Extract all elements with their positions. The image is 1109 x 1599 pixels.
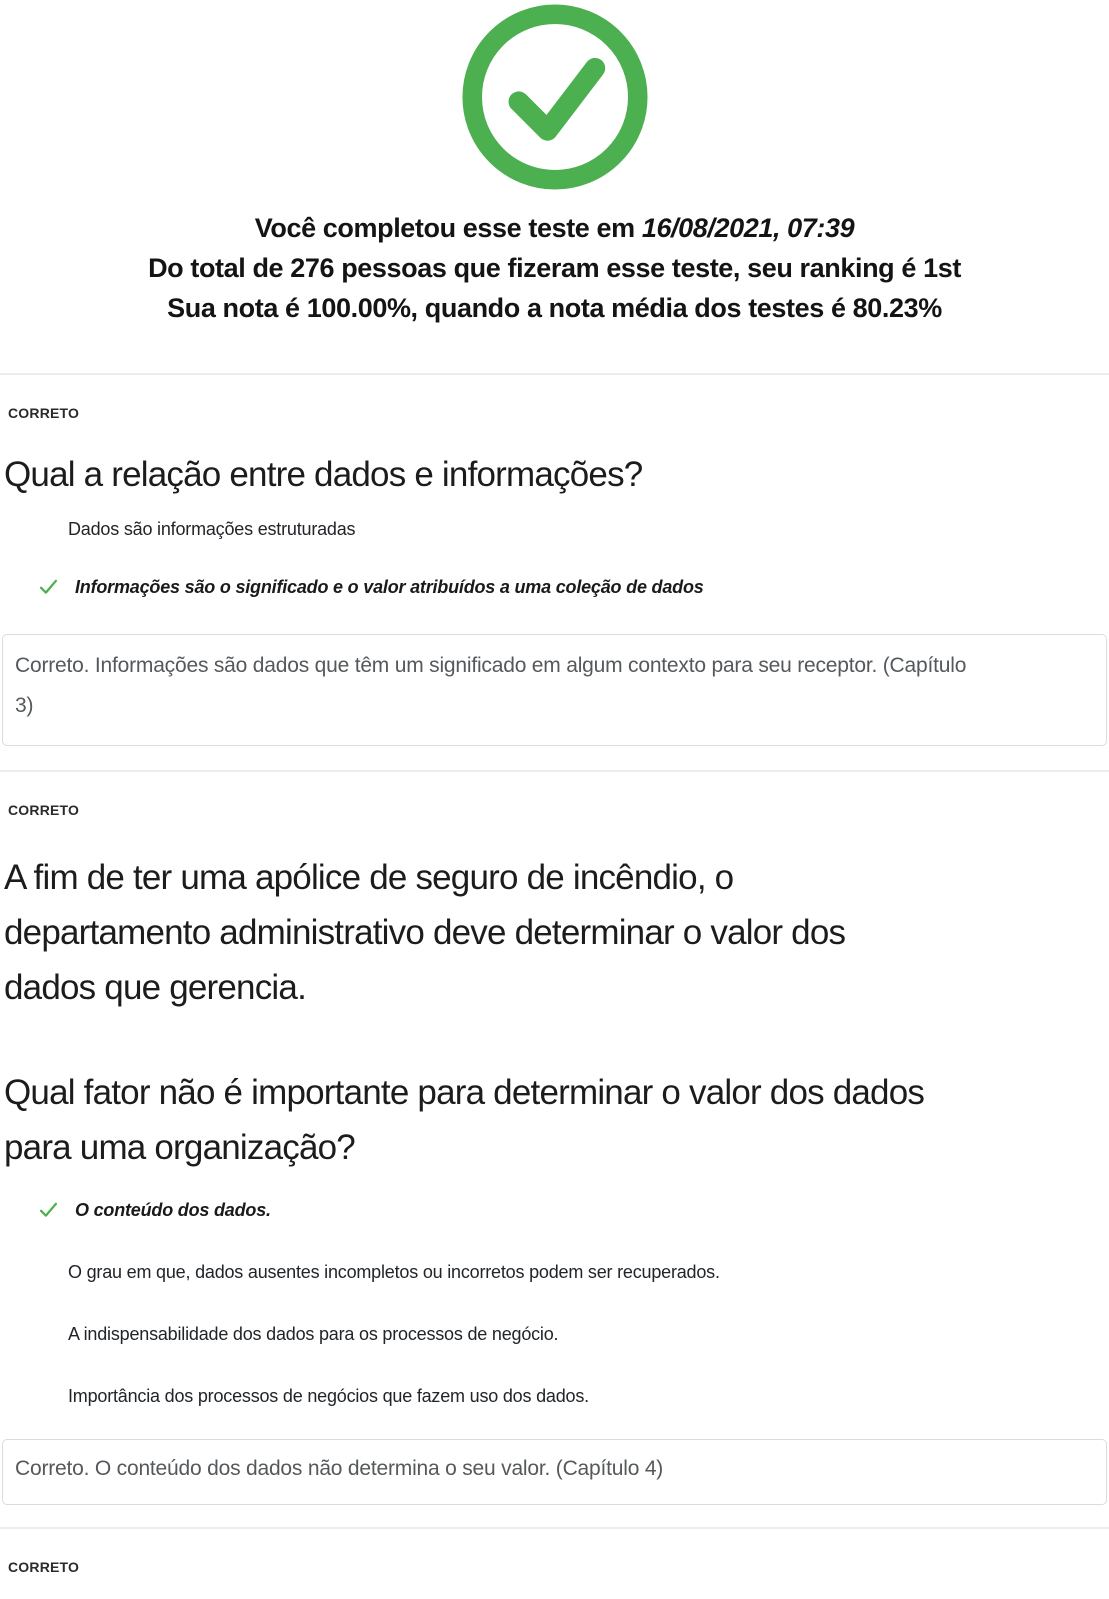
summary-text-block [0, 208, 1109, 328]
check-icon [38, 1199, 59, 1220]
answer-option-list [0, 1261, 1109, 1407]
correct-answer-text: Informações são o significado e o valor atribuídos a uma coleção de dados [75, 577, 704, 597]
explanation-box [2, 1439, 1107, 1505]
question-title [4, 1065, 1109, 1175]
ranking-line: Do total de 276 pessoas que fizeram esse teste, seu ranking é 1st [148, 253, 961, 283]
completed-line [0, 208, 1109, 248]
explanation-text: Correto. O conteúdo dos dados não determina o seu valor. (Capítulo 4) [15, 1457, 664, 1480]
check-icon [38, 576, 59, 597]
completed-prefix: Você completou esse teste em [254, 213, 642, 243]
question-1-section [0, 405, 1109, 746]
status-badge: CORRETO [8, 405, 80, 421]
answer-option: Importância dos processos de negócios que fazem uso dos dados. [68, 1386, 589, 1406]
statement-line: A fim de ter uma apólice de seguro de incêndio, o [4, 858, 734, 897]
statement-line: dados que gerencia. [4, 968, 306, 1007]
question-3-section [0, 1559, 1109, 1575]
score-line: Sua nota é 100.00%, quando a nota média dos testes é 80.23% [167, 293, 942, 323]
explanation-text: Correto. Informações são dados que têm um significado em algum contexto para seu receptor. (Capítulo 3) [15, 654, 967, 717]
answer-option: O grau em que, dados ausentes incompletos ou incorretos podem ser recuperados. [68, 1262, 720, 1282]
question-title-line: Qual fator não é importante para determinar o valor dos dados [4, 1073, 925, 1112]
completed-datetime: 16/08/2021, 07:39 [641, 213, 855, 243]
circle-check-icon [462, 4, 648, 190]
correct-answer-row [38, 576, 1109, 598]
explanation-box [2, 634, 1107, 746]
section-divider [0, 1527, 1109, 1529]
correct-answer-row [38, 1199, 1109, 1221]
correct-answer-text: O conteúdo dos dados. [75, 1200, 271, 1220]
answer-option: A indispensabilidade dos dados para os processos de negócio. [68, 1324, 559, 1344]
result-summary-header [0, 0, 1109, 328]
question-title-line: para uma organização? [4, 1128, 355, 1167]
status-badge: CORRETO [8, 802, 80, 818]
question-title: Qual a relação entre dados e informações? [4, 455, 643, 494]
question-2-section [0, 802, 1109, 1505]
status-badge: CORRETO [8, 1559, 80, 1575]
answer-option: Dados são informações estruturadas [68, 519, 356, 539]
section-divider [0, 770, 1109, 772]
question-statement [4, 850, 1109, 1015]
statement-line: departamento administrativo deve determinar o valor dos [4, 913, 846, 952]
section-divider [0, 373, 1109, 375]
